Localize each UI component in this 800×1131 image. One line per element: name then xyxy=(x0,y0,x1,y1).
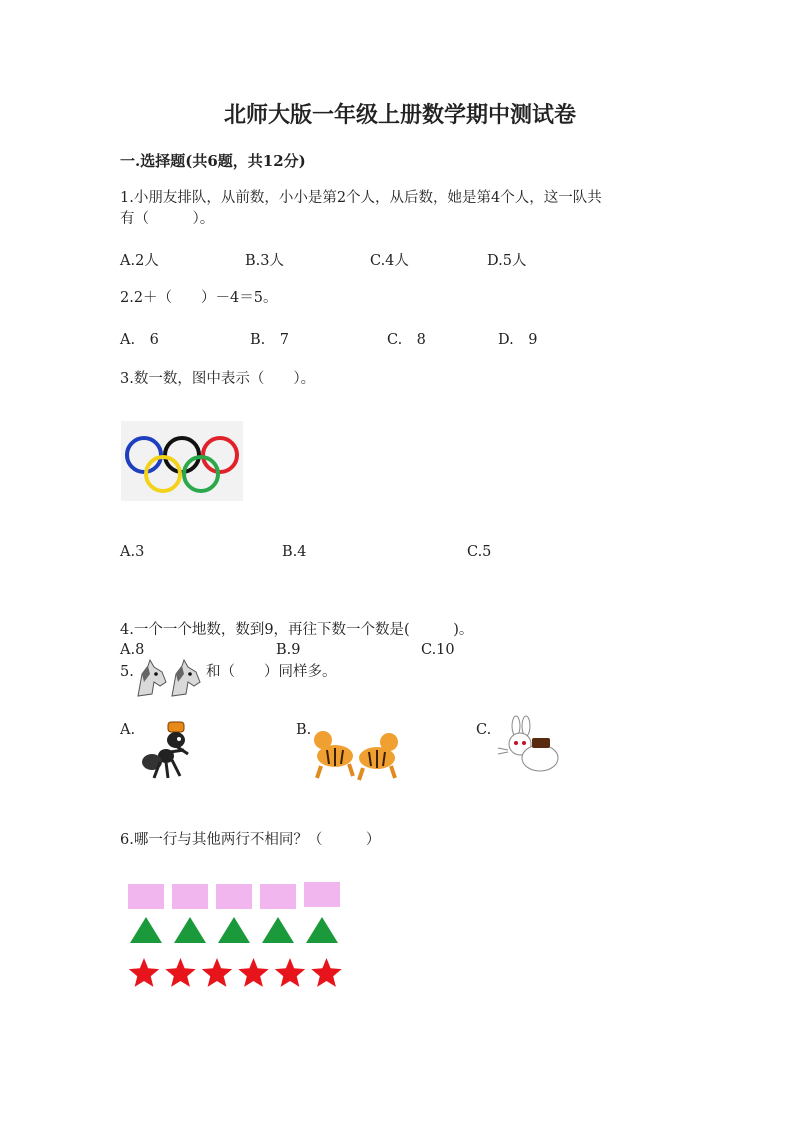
green-triangle xyxy=(262,917,294,943)
q2-option-d[interactable]: D. 9 xyxy=(498,332,538,348)
pink-rectangle xyxy=(216,884,252,909)
question-2: 2.2＋（ ）－4＝5。 xyxy=(120,290,278,306)
question-5-suffix: 和（ ）同样多。 xyxy=(206,664,337,680)
q2-option-c[interactable]: C. 8 xyxy=(387,332,426,348)
horse-head-1 xyxy=(138,660,166,696)
q3-option-b[interactable]: B.4 xyxy=(282,544,307,560)
q2-option-b[interactable]: B. 7 xyxy=(250,332,289,348)
shapes-rows-image xyxy=(126,882,352,990)
pink-rectangle xyxy=(128,884,164,909)
question-3: 3.数一数，图中表示（ ）。 xyxy=(120,371,316,387)
pink-rectangle xyxy=(304,882,340,907)
ant-image xyxy=(140,720,204,784)
q5-option-b[interactable]: B. xyxy=(296,722,312,738)
page-title: 北师大版一年级上册数学期中测试卷 xyxy=(223,102,576,128)
tigers-image xyxy=(313,722,403,782)
green-triangle xyxy=(174,917,206,943)
horse-head-2 xyxy=(172,660,200,696)
horse-heads-image xyxy=(134,660,204,700)
olympic-rings-image xyxy=(121,421,243,501)
q3-option-c[interactable]: C.5 xyxy=(467,544,492,560)
q4-option-a[interactable]: A.8 xyxy=(120,642,145,658)
q5-option-a[interactable]: A. xyxy=(120,722,136,738)
question-4: 4.一个一个地数，数到9，再往下数一个数是( )。 xyxy=(120,622,474,638)
green-triangle xyxy=(130,917,162,943)
question-1-line-2: 有（ ）。 xyxy=(120,211,215,227)
q4-option-b[interactable]: B.9 xyxy=(276,642,301,658)
q1-option-d[interactable]: D.5人 xyxy=(487,253,527,269)
question-6: 6.哪一行与其他两行不相同？（ ） xyxy=(120,832,381,848)
red-star xyxy=(275,958,305,987)
question-1-line-1: 1.小朋友排队，从前数，小小是第2个人，从后数，她是第4个人，这一队共 xyxy=(120,190,602,206)
q4-option-c[interactable]: C.10 xyxy=(421,642,455,658)
q2-option-a[interactable]: A. 6 xyxy=(120,332,159,348)
red-star xyxy=(238,958,268,987)
tiger-2 xyxy=(359,733,398,780)
row-green-triangles xyxy=(130,917,338,943)
section-heading: 一.选择题(共6题，共12分) xyxy=(120,152,306,170)
rabbit-image xyxy=(494,716,564,780)
pink-rectangle xyxy=(172,884,208,909)
pink-rectangle xyxy=(260,884,296,909)
red-star xyxy=(202,958,232,987)
q1-option-a[interactable]: A.2人 xyxy=(120,253,159,269)
row-red-stars xyxy=(129,958,342,987)
red-star xyxy=(311,958,341,987)
tiger-1 xyxy=(314,731,353,778)
q3-option-a[interactable]: A.3 xyxy=(120,544,145,560)
green-triangle xyxy=(218,917,250,943)
red-star xyxy=(165,958,195,987)
q5-option-c[interactable]: C. xyxy=(476,722,492,738)
row-pink-rectangles xyxy=(128,882,340,909)
red-star xyxy=(129,958,159,987)
green-triangle xyxy=(306,917,338,943)
question-5-prefix: 5. xyxy=(120,664,134,680)
q1-option-b[interactable]: B.3人 xyxy=(245,253,284,269)
q1-option-c[interactable]: C.4人 xyxy=(370,253,409,269)
